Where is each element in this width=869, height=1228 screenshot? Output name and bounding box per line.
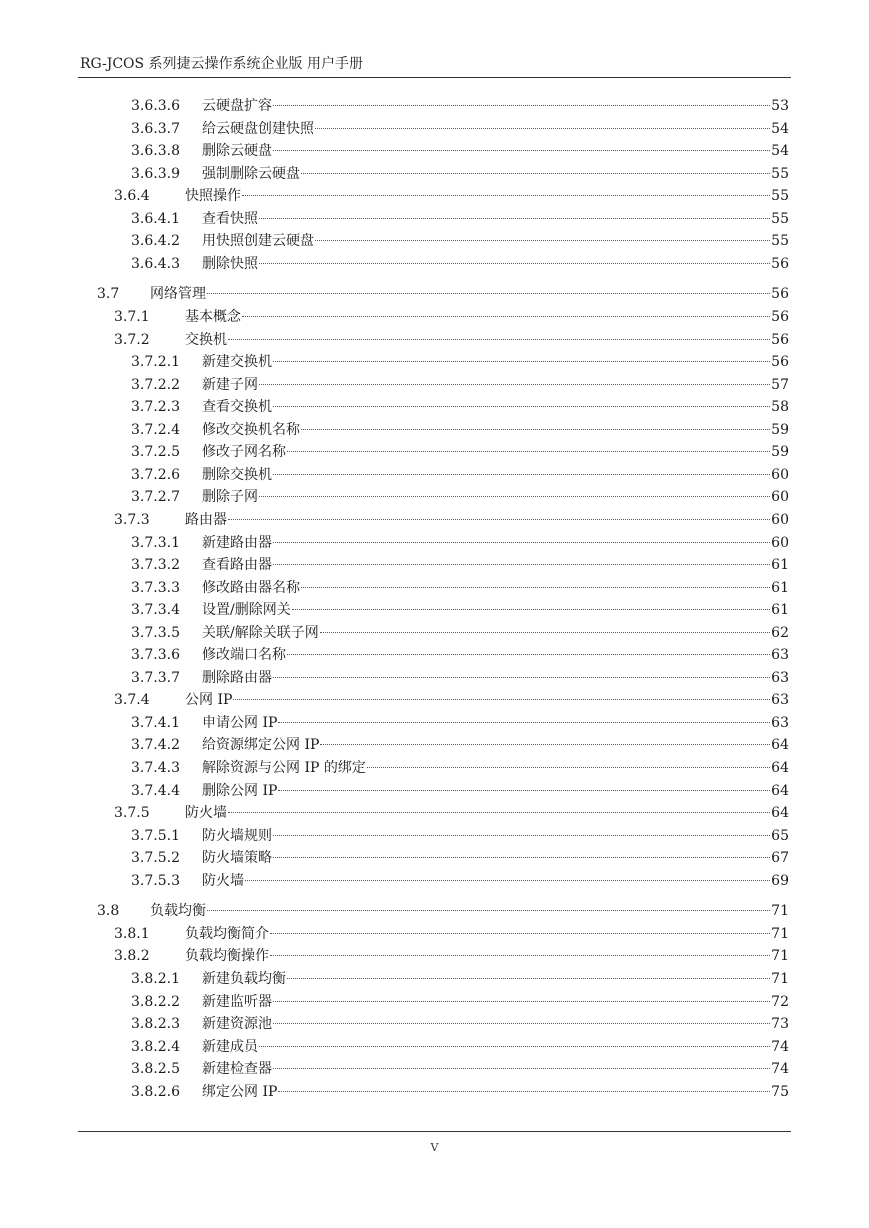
toc-entry-number: 3.8.2.4 (131, 1038, 180, 1055)
toc-entry[interactable] (114, 803, 789, 823)
toc-entry[interactable] (131, 352, 789, 372)
toc-entry[interactable] (114, 186, 789, 206)
toc-leader-dots (287, 977, 770, 979)
toc-entry[interactable] (131, 1014, 789, 1034)
toc-entry[interactable] (131, 668, 789, 688)
toc-entry-page: 75 (771, 1083, 789, 1100)
toc-entry-number: 3.7.3 (114, 511, 150, 528)
toc-entry[interactable] (131, 758, 789, 778)
toc-entry-page: 64 (771, 782, 789, 799)
toc-entry-number: 3.6.4 (114, 188, 150, 205)
toc-leader-dots (273, 149, 770, 151)
toc-entry[interactable] (131, 645, 789, 665)
toc-entry-title: 新建检查器 (202, 1061, 272, 1078)
toc-entry-title: 交换机 (185, 331, 227, 348)
toc-entry-page: 65 (771, 827, 789, 844)
toc-entry-page: 53 (771, 98, 789, 114)
toc-entry-title: 基本概念 (185, 309, 241, 325)
toc-entry-page: 67 (771, 850, 789, 867)
toc-entry-number: 3.7.3.6 (131, 647, 180, 664)
toc-leader-dots (259, 262, 770, 264)
toc-entry-page: 55 (771, 188, 789, 205)
toc-entry-title: 给资源绑定公网 IP (202, 737, 320, 754)
toc-entry-page: 69 (771, 872, 789, 889)
toc-entry-number: 3.7.5.2 (131, 850, 180, 867)
toc-entry-title: 修改子网名称 (202, 444, 286, 461)
toc-entry-page: 55 (771, 233, 789, 250)
toc-entry[interactable] (131, 164, 789, 184)
toc-entry-title: 修改端口名称 (202, 647, 286, 664)
toc-entry-title: 新建成员 (202, 1038, 258, 1055)
toc-entry-title: 删除快照 (202, 255, 258, 272)
toc-entry-title: 查看快照 (202, 210, 258, 227)
toc-entry-page: 63 (771, 669, 789, 686)
toc-entry-number: 3.7.3.5 (131, 624, 180, 641)
toc-entry-title: 删除子网 (202, 489, 258, 506)
toc-entry-number: 3.8.2 (114, 948, 150, 965)
toc-leader-dots (273, 676, 770, 678)
toc-entry[interactable] (131, 1037, 789, 1057)
toc-leader-dots (233, 698, 770, 700)
toc-entry-number: 3.7.2.1 (131, 354, 180, 371)
toc-entry[interactable] (131, 141, 789, 161)
toc-entry-title: 云硬盘扩容 (202, 98, 272, 114)
toc-entry-title: 给云硬盘创建快照 (202, 120, 314, 137)
toc-entry-title: 新建资源池 (202, 1016, 272, 1033)
toc-leader-dots (278, 789, 770, 791)
toc-entry-number: 3.6.3.7 (131, 120, 180, 137)
toc-entry-title: 删除交换机 (202, 466, 272, 483)
toc-entry[interactable] (114, 510, 789, 530)
toc-entry-page: 64 (771, 805, 789, 822)
toc-leader-dots (228, 811, 770, 813)
toc-entry-page: 54 (771, 120, 789, 137)
toc-entry-number: 3.7.2.6 (131, 466, 180, 483)
toc-entry[interactable] (97, 284, 789, 304)
toc-entry[interactable] (131, 209, 789, 229)
toc-entry-page: 71 (771, 971, 789, 987)
toc-leader-dots (301, 586, 770, 588)
toc-entry-page: 61 (771, 602, 789, 619)
toc-leader-dots (207, 292, 770, 294)
toc-entry-title: 删除路由器 (202, 669, 272, 686)
toc-entry-number: 3.7 (97, 286, 120, 303)
toc-entry-page: 72 (771, 993, 789, 1010)
toc-entry[interactable] (131, 735, 789, 755)
toc-entry-page: 58 (771, 399, 789, 416)
toc-entry-title: 新建监听器 (202, 993, 272, 1010)
toc-entry-number: 3.7.2.2 (131, 376, 180, 393)
toc-entry[interactable] (131, 397, 789, 417)
toc-entry-number: 3.7.5.1 (131, 827, 180, 844)
toc-entry-number: 3.6.4.2 (131, 233, 180, 250)
toc-leader-dots (273, 1022, 770, 1024)
toc-entry-title: 关联/解除关联子网 (202, 624, 319, 641)
toc-entry-title: 新建子网 (202, 376, 258, 393)
toc-entry[interactable] (131, 871, 789, 891)
toc-entry[interactable] (114, 924, 789, 944)
toc-entry-number: 3.7.5.3 (131, 872, 180, 889)
toc-entry-page: 71 (771, 903, 789, 920)
toc-entry[interactable] (114, 307, 789, 327)
toc-entry-page: 71 (771, 925, 789, 942)
toc-entry-title: 删除公网 IP (202, 782, 278, 799)
toc-entry-number: 3.8.1 (114, 925, 150, 942)
toc-entry-title: 用快照创建云硬盘 (202, 233, 314, 250)
toc-entry-number: 3.8.2.2 (131, 993, 180, 1010)
toc-leader-dots (315, 239, 770, 241)
toc-entry[interactable] (131, 442, 789, 462)
toc-entry[interactable] (131, 555, 789, 575)
toc-entry-title: 查看交换机 (202, 399, 272, 416)
toc-entry-title: 防火墙规则 (202, 827, 272, 844)
footer-divider (78, 1131, 791, 1132)
toc-entry-page: 71 (771, 948, 789, 965)
toc-entry-page: 64 (771, 760, 789, 776)
toc-entry-page: 59 (771, 444, 789, 461)
toc-entry-number: 3.7.2.7 (131, 489, 180, 506)
page-header-title: RG-JCOS 系列捷云操作系统企业版 用户手册 (80, 56, 364, 72)
toc-leader-dots (259, 383, 770, 385)
toc-entry[interactable] (131, 1082, 789, 1102)
toc-entry-title: 强制删除云硬盘 (202, 165, 300, 182)
toc-entry-title: 新建交换机 (202, 354, 272, 371)
toc-entry-page: 60 (771, 489, 789, 506)
toc-entry-page: 60 (771, 534, 789, 551)
toc-entry-title: 负载均衡简介 (185, 925, 269, 942)
toc-entry-page: 57 (771, 376, 789, 393)
toc-leader-dots (278, 1090, 770, 1092)
toc-entry-page: 63 (771, 692, 789, 709)
toc-leader-dots (273, 834, 770, 836)
toc-leader-dots (315, 127, 770, 129)
toc-entry[interactable] (131, 375, 789, 395)
toc-entry[interactable] (131, 231, 789, 251)
toc-entry-number: 3.7.3.1 (131, 534, 180, 551)
toc-entry-number: 3.7.2.5 (131, 444, 180, 461)
toc-leader-dots (273, 1000, 770, 1002)
toc-entry-page: 59 (771, 421, 789, 438)
toc-leader-dots (273, 1067, 770, 1069)
toc-leader-dots (367, 766, 770, 768)
toc-entry-title: 负载均衡操作 (185, 948, 269, 965)
toc-entry-number: 3.7.2 (114, 331, 150, 348)
toc-leader-dots (278, 721, 770, 723)
toc-entry-number: 3.6.3.8 (131, 143, 180, 160)
toc-entry-number: 3.6.4.1 (131, 210, 180, 227)
toc-leader-dots (259, 1045, 770, 1047)
toc-leader-dots (273, 405, 770, 407)
toc-entry-number: 3.7.5 (114, 805, 150, 822)
toc-leader-dots (273, 360, 770, 362)
toc-entry-title: 网络管理 (150, 286, 206, 303)
toc-entry-number: 3.7.3.7 (131, 669, 180, 686)
toc-entry-page: 55 (771, 165, 789, 182)
header-divider (78, 77, 791, 78)
toc-entry-number: 3.7.4.3 (131, 760, 180, 776)
toc-entry-title: 查看路由器 (202, 557, 272, 574)
toc-entry-page: 54 (771, 143, 789, 160)
toc-entry-page: 74 (771, 1038, 789, 1055)
toc-entry-page: 60 (771, 511, 789, 528)
toc-entry-title: 公网 IP (185, 692, 233, 709)
toc-leader-dots (242, 315, 770, 317)
toc-leader-dots (287, 450, 770, 452)
toc-entry-title: 修改交换机名称 (202, 421, 300, 438)
toc-entry-page: 63 (771, 714, 789, 731)
toc-leader-dots (245, 879, 770, 881)
toc-entry-title: 路由器 (185, 511, 227, 528)
toc-entry-title: 负载均衡 (150, 903, 206, 920)
toc-entry-title: 防火墙策略 (202, 850, 272, 867)
toc-entry-number: 3.7.4.4 (131, 782, 180, 799)
toc-entry-number: 3.6.3.9 (131, 165, 180, 182)
toc-entry-number: 3.7.3.2 (131, 557, 180, 574)
toc-entry-number: 3.6.4.3 (131, 255, 180, 272)
toc-entry-number: 3.6.3.6 (131, 98, 180, 114)
toc-leader-dots (259, 217, 770, 219)
toc-entry-title: 设置/删除网关 (202, 602, 291, 619)
toc-entry-number: 3.7.4.1 (131, 714, 180, 731)
toc-leader-dots (320, 631, 770, 633)
toc-entry-page: 55 (771, 210, 789, 227)
toc-entry[interactable] (114, 690, 789, 710)
toc-entry-number: 3.7.3.3 (131, 579, 180, 596)
toc-entry-title: 新建路由器 (202, 534, 272, 551)
toc-entry-page: 63 (771, 647, 789, 664)
toc-entry-title: 绑定公网 IP (202, 1083, 278, 1100)
toc-entry-page: 56 (771, 354, 789, 371)
toc-entry-number: 3.7.4.2 (131, 737, 180, 754)
toc-entry[interactable] (131, 848, 789, 868)
toc-entry[interactable] (131, 600, 789, 620)
toc-entry-page: 61 (771, 579, 789, 596)
toc-entry-number: 3.8 (97, 903, 120, 920)
toc-entry-title: 申请公网 IP (202, 714, 278, 731)
toc-entry[interactable] (131, 713, 789, 733)
toc-leader-dots (320, 743, 770, 745)
toc-entry[interactable] (97, 901, 789, 921)
toc-entry[interactable] (131, 826, 789, 846)
toc-entry-page: 62 (771, 624, 789, 641)
toc-leader-dots (287, 653, 770, 655)
toc-leader-dots (259, 495, 770, 497)
toc-entry-title: 修改路由器名称 (202, 579, 300, 596)
toc-leader-dots (207, 909, 770, 911)
toc-entry-page: 56 (771, 309, 789, 325)
toc-leader-dots (273, 856, 770, 858)
toc-entry[interactable] (114, 946, 789, 966)
toc-entry-title: 解除资源与公网 IP 的绑定 (202, 760, 366, 776)
toc-leader-dots (273, 541, 770, 543)
toc-entry-page: 74 (771, 1061, 789, 1078)
toc-entry[interactable] (131, 96, 789, 116)
toc-entry-number: 3.8.2.6 (131, 1083, 180, 1100)
toc-leader-dots (228, 518, 770, 520)
toc-entry-number: 3.7.3.4 (131, 602, 180, 619)
toc-entry[interactable] (131, 119, 789, 139)
toc-entry[interactable] (131, 623, 789, 643)
toc-entry-number: 3.8.2.5 (131, 1061, 180, 1078)
toc-entry-number: 3.8.2.3 (131, 1016, 180, 1033)
toc-entry-title: 防火墙 (185, 805, 227, 822)
toc-entry[interactable] (131, 578, 789, 598)
toc-entry-title: 新建负载均衡 (202, 971, 286, 987)
toc-entry-number: 3.7.1 (114, 309, 150, 325)
toc-entry-title: 删除云硬盘 (202, 143, 272, 160)
toc-leader-dots (242, 194, 770, 196)
toc-leader-dots (270, 932, 770, 934)
toc-entry-page: 61 (771, 557, 789, 574)
toc-leader-dots (228, 338, 770, 340)
toc-leader-dots (301, 428, 770, 430)
toc-entry-page: 56 (771, 255, 789, 272)
toc-entry-page: 56 (771, 286, 789, 303)
toc-entry-number: 3.7.2.4 (131, 421, 180, 438)
page-number: V (430, 1141, 439, 1154)
toc-entry[interactable] (114, 330, 789, 350)
toc-entry-title: 快照操作 (185, 188, 241, 205)
toc-entry[interactable] (131, 969, 789, 989)
toc-leader-dots (301, 172, 770, 174)
toc-leader-dots (273, 473, 770, 475)
toc-entry-number: 3.7.2.3 (131, 399, 180, 416)
toc-entry[interactable] (131, 781, 789, 801)
toc-entry-title: 防火墙 (202, 872, 244, 889)
toc-leader-dots (273, 104, 770, 106)
toc-entry[interactable] (131, 487, 789, 507)
toc-entry-page: 56 (771, 331, 789, 348)
toc-entry[interactable] (131, 992, 789, 1012)
toc-entry-page: 73 (771, 1016, 789, 1033)
toc-leader-dots (270, 954, 770, 956)
toc-leader-dots (273, 563, 770, 565)
toc-leader-dots (292, 608, 770, 610)
toc-entry[interactable] (131, 465, 789, 485)
toc-entry[interactable] (131, 1059, 789, 1079)
toc-entry[interactable] (131, 533, 789, 553)
toc-entry[interactable] (131, 420, 789, 440)
toc-entry-number: 3.8.2.1 (131, 971, 180, 987)
toc-entry-number: 3.7.4 (114, 692, 150, 709)
toc-entry-page: 60 (771, 466, 789, 483)
toc-entry-page: 64 (771, 737, 789, 754)
toc-entry[interactable] (131, 254, 789, 274)
